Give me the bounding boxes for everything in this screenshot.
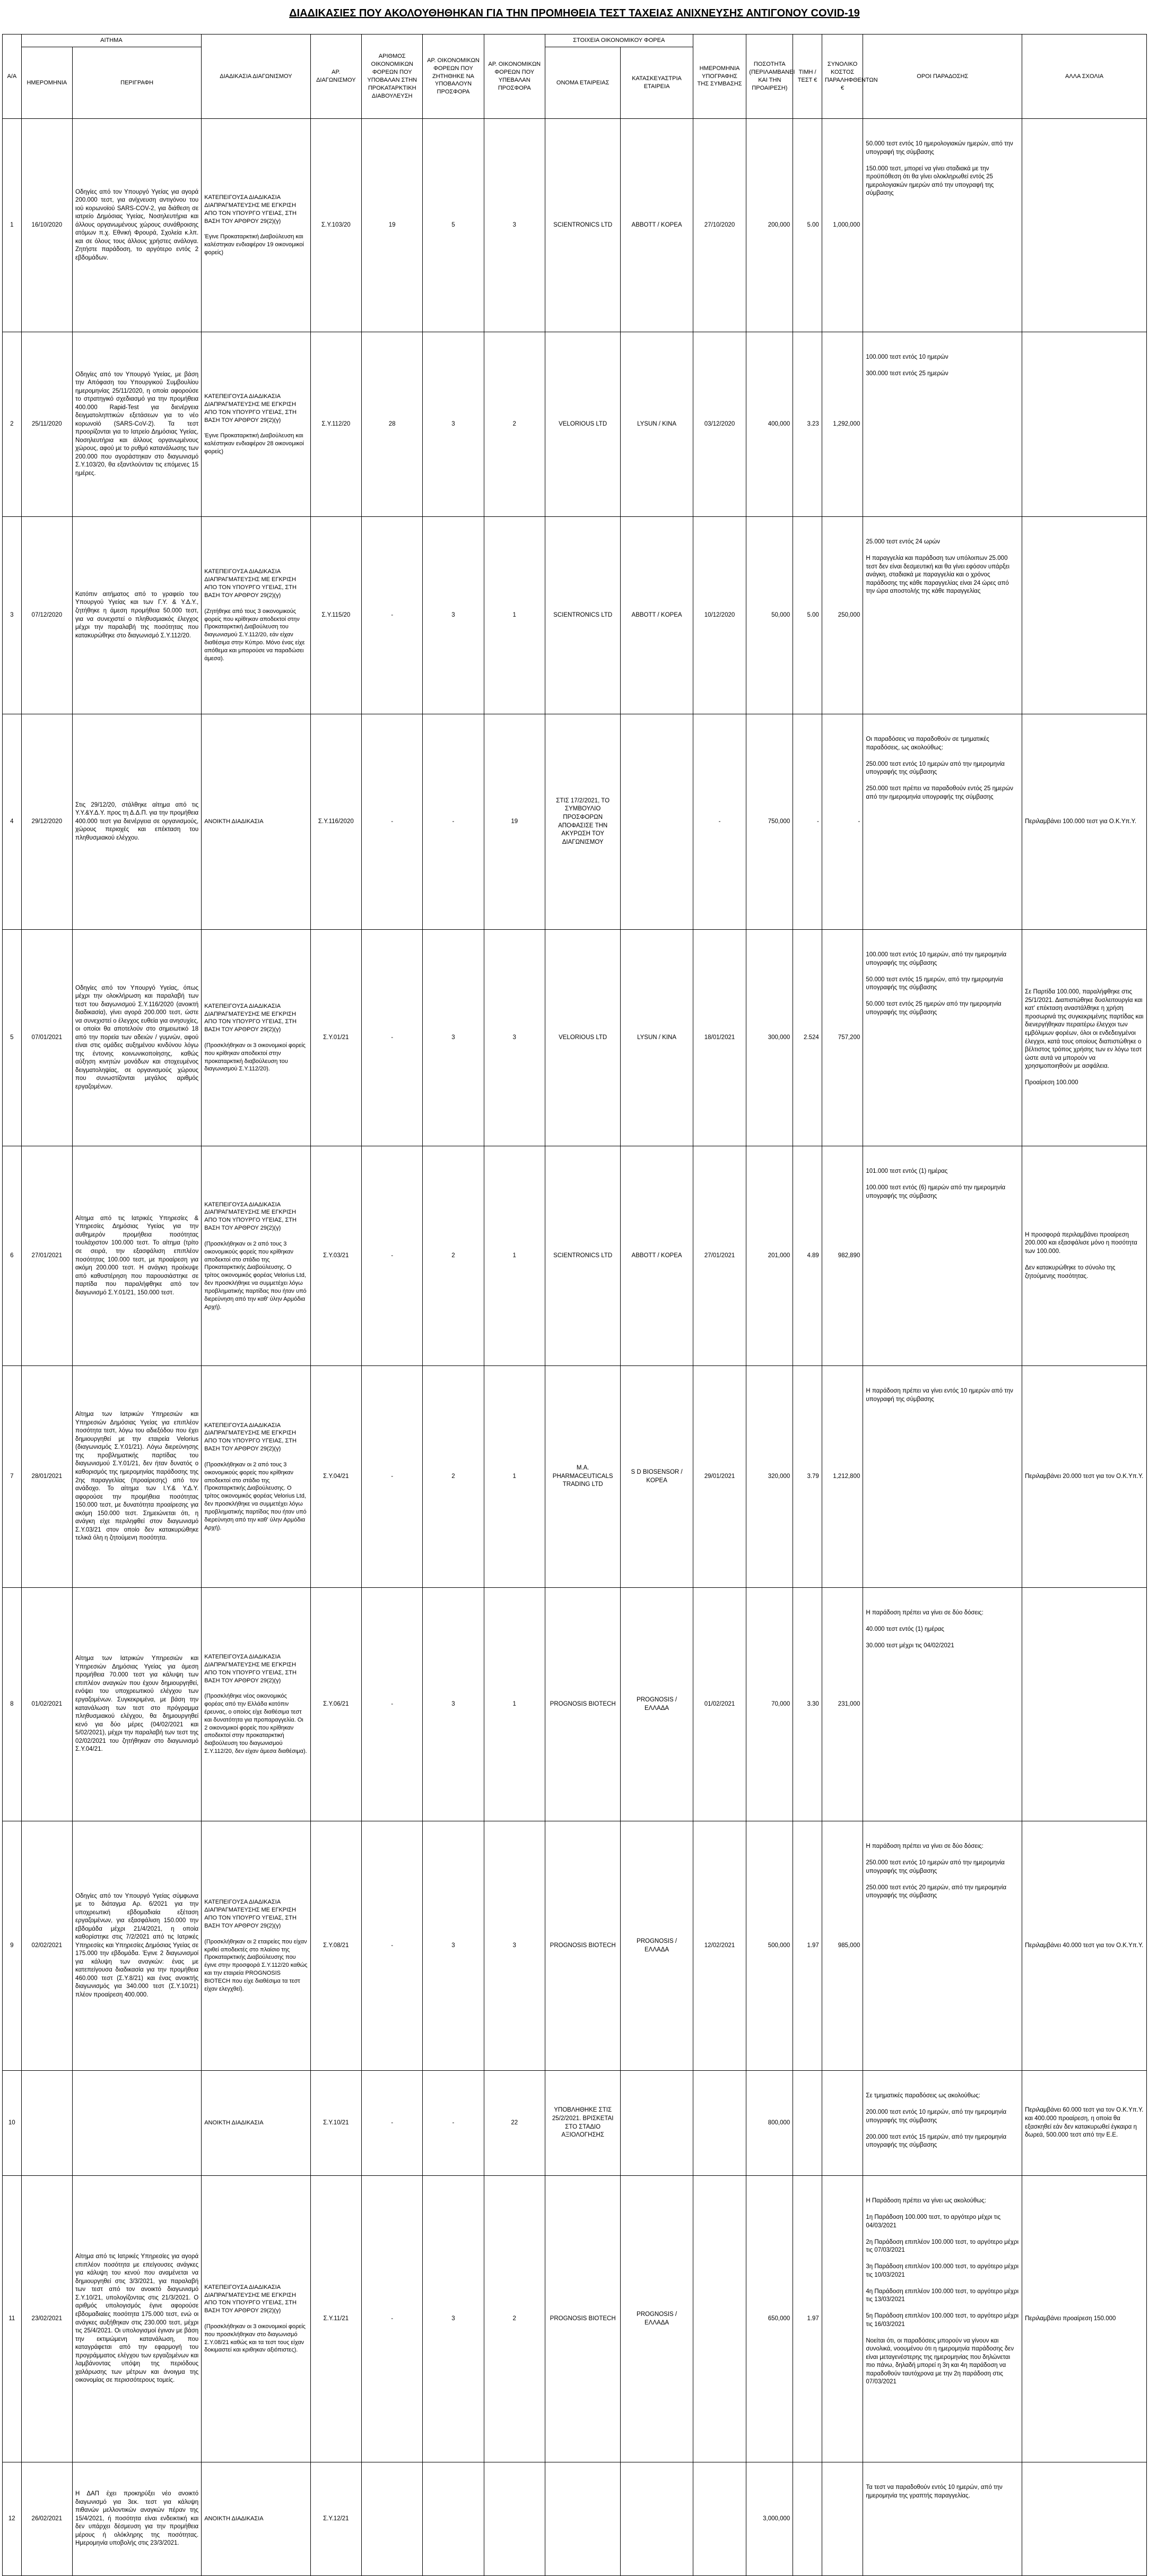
row-manufacturer: PROGNOSIS / ΕΛΛΑΔΑ [621,1821,693,2071]
row-company: PROGNOSIS BIOTECH [545,1588,621,1821]
row-requested-count: 3 [423,1588,484,1821]
table-row [3,2176,1147,2462]
row-requested-count [423,2462,484,2576]
table-row [3,2071,1147,2176]
row-total: 982,890 [822,1146,863,1366]
row-sign-date [693,2462,746,2576]
row-date: 07/12/2020 [21,517,72,714]
row-procedure: ΚΑΤΕΠΕΙΓΟΥΣΑ ΔΙΑΔΙΚΑΣΙΑ ΔΙΑΠΡΑΓΜΑΤΕΥΣΗΣ ΜΕ ΕΓΚΡΙΣΗ ΑΠΟ ΤΟΝ ΥΠΟΥΡΓΟ ΥΓΕΙΑΣ, ΣΤΗ ΒΑΣΗ ΤΟΥ ΑΡΘΡΟΥ 29(2)(γ) (Προσκλήθηκαν οι 2 από τους 3 οικονομικούς φορείς που κρίθηκαν αποδεκτοί στο στάδιο της Προκαταρκτικής Διαβούλευσης. Ο τρίτος οικονομικός φορέας Velorius Ltd, δεν προσκλήθηκε να συμμετέχει λόγω προβληματικής παρτίδας που ήταν υπό διερεύνηση από την καθ' ύλην Αρμόδια Αρχή). [202,1146,310,1366]
row-total: 231,000 [822,1588,863,1821]
row-submitted-count [484,2462,545,2576]
row-date: 27/01/2021 [21,1146,72,1366]
row-price: 3.30 [793,1588,822,1821]
row-description: Οδηγίες από τον Υπουργό Υγείας, όπως μέχρι την ολοκλήρωση και παραλαβή των τεστ του διαγωνισμού Σ.Υ.116/2020 (ανοικτή διαδικασία), γίνει αγορά 200.000 τεστ, ώστε να συνεχιστεί ο έλεγχος ευθεία για ανησυχίες, οι οποίοι θα αποτελούν στο σημειωτικό 18 από την πορεία των αδειών / γυμνών, αφού είναι στις ομάδες αυξημένου κινδύνου λόγω της έντονης κοινωνικοποίησης, καθώς αύξηση κινητών μονάδων και στοχευμένος δειγματοληψίας, σε οργανισμούς χώρους που συνωστίζονται μεγάλος αριθμός εργαζομένων. [73,930,202,1146]
row-delivery-terms: Οι παραδόσεις να παραδοθούν σε τμηματικές παραδόσεις, ως ακολούθως: 250.000 τεστ εντός 10 ημερών από την ημερομηνία υπογραφής της σύμβασης 250.000 τεστ πρέπει να παραδοθούν εντός 25 ημερών από την ημερομηνία υπογραφής της σύμβασης [863,714,1022,930]
row-requested-count: 5 [423,119,484,332]
row-date: 25/11/2020 [21,332,72,517]
row-quantity: 750,000 [746,714,793,930]
row-company: ΣΤΙΣ 17/2/2021, ΤΟ ΣΥΜΒΟΥΛΙΟ ΠΡΟΣΦΟΡΩΝ ΑΠΟΦΑΣΙΣΕ ΤΗΝ ΑΚΥΡΩΣΗ ΤΟΥ ΔΙΑΓΩΝΙΣΜΟΥ [545,714,621,930]
row-date: 29/12/2020 [21,714,72,930]
row-sign-date: 01/02/2021 [693,1588,746,1821]
row-description: Η ΔΑΠ έχει προκηρύξει νέο ανοικτό διαγωνισμό για 3εκ. τεστ για κάλυψη πιθανών μελλοντικών αναγκών πέραν της 15/4/2021, ή ποσότητα είναι ενδεικτική και δεν υπάρχει δέσμευση για την προμήθεια μέρους ή ολόκληρης της ποσότητας. Ημερομηνία υποβολής στις 23/3/2021. [73,2462,202,2576]
row-submitted-count: 3 [484,930,545,1146]
row-company: SCIENTRONICS LTD [545,1146,621,1366]
row-notes [1022,517,1147,714]
row-notes: Η προσφορά περιλαμβάνει προαίρεση 200.000 και εξασφάλισε μόνο η ποσότητα των 100.000. Δεν κατακυρώθηκε το σύνολο της ζητούμενης ποσότητας. [1022,1146,1147,1366]
row-quantity: 201,000 [746,1146,793,1366]
row-notes: Περιλαμβάνει 100.000 τεστ για Ο.Κ.Υπ.Υ. [1022,714,1147,930]
row-number: 1 [3,119,22,332]
row-delivery-terms: Η παράδοση πρέπει να γίνει σε δύο δόσεις: 40.000 τεστ εντός (1) ημέρας 30.000 τεστ μέχρι τις 04/02/2021 [863,1588,1022,1821]
row-invited-count: 28 [362,332,423,517]
row-procedure: ΚΑΤΕΠΕΙΓΟΥΣΑ ΔΙΑΔΙΚΑΣΙΑ ΔΙΑΠΡΑΓΜΑΤΕΥΣΗΣ ΜΕ ΕΓΚΡΙΣΗ ΑΠΟ ΤΟΝ ΥΠΟΥΡΓΟ ΥΓΕΙΑΣ, ΣΤΗ ΒΑΣΗ ΤΟΥ ΑΡΘΡΟΥ 29(2)(γ) (Προσκλήθηκαν οι 3 οικονομικοί φορείς που κρίθηκαν αποδεκτοί στην προκαταρκτική διαβούλευση του διαγωνισμού Σ.Υ.112/20). [202,930,310,1146]
row-delivery-terms: 50.000 τεστ εντός 10 ημερολογιακών ημερών, από την υπογραφή της σύμβασης 150.000 τεστ, μπορεί να γίνει σταδιακά με την προϋπόθεση ότι θα γίνει ολοκληρωθεί εντός 25 ημερολογιακών ημερών από την υπογραφή της σύμβασης [863,119,1022,332]
row-date: 26/02/2021 [21,2462,72,2576]
row-quantity: 400,000 [746,332,793,517]
header-tender-no: ΑΡ. ΔΙΑΓΩΝΙΣΜΟΥ [310,34,361,119]
row-invited-count [362,2462,423,2576]
row-tender-no: Σ.Υ.08/21 [310,1821,361,2071]
row-procedure: ΑΝΟΙΚΤΗ ΔΙΑΔΙΚΑΣΙΑ [202,2071,310,2176]
row-manufacturer [621,714,693,930]
row-total [822,2071,863,2176]
row-requested-count: 3 [423,930,484,1146]
row-notes: Σε Παρτίδα 100.000, παραλήφθηκε στις 25/1/2021. Διαπιστώθηκε δυσλειτουργία και κατ' επέκταση αναστάλθηκε η χρήση προσωρινά της συγκεκριμένης παρτίδας και διενεργήθηκαν περαιτέρω έλεγχοι των εμβόλιμων φορέων, όλοι οι ενδεδειγμένοι έλεγχοι, κατά τους οποίους διαπιστώθηκε ο βέλτιστος τρόπος χρήσης των εν λόγω τεστ ώστε αυτά να μπορούν να χρησιμοποιηθούν με ασφάλεια. Προαίρεση 100.000 [1022,930,1147,1146]
table-row [3,930,1147,1146]
table-row [3,1366,1147,1588]
row-description: Αίτημα των Ιατρικών Υπηρεσιών και Υπηρεσιών Δημόσιας Υγείας για επιπλέον ποσότητα τεστ, λόγω του αδιεξόδου που έχει δημιουργηθεί με την εταιρεία Velorius (διαγωνισμός Σ.Υ.01/21). Λόγω διερεύνησης της προβληματικής παρτίδας του διαγωνισμού Σ.Υ.01/21, δεν ήταν δυνατός ο καθορισμός της ημερομηνίας παράδοσης της 2ης παραγγελίας (προαίρεσης) από τον ανάδοχο. Το αίτημα των Ι.Υ.& Υ.Δ.Υ. αφορούσε την προμήθεια ποσότητας 150.000 τεστ, με δυνατότητα προαίρεσης για ακόμη 150.000 τεστ. Σημειώνεται ότι, η ανάγκη είχε περιληφθεί στον διαγωνισμό Σ.Υ.03/21 στον οποίο δεν κατακυρώθηκε τελικά όλη η ζητούμενη ποσότητα. [73,1366,202,1588]
row-description: Αίτημα από τις Ιατρικές Υπηρεσίες & Υπηρεσίες Δημόσιας Υγείας για την αυθημερόν προμήθεια ποσότητας τουλάχιστον 100.000 τεστ. Το αίτημα (τρίτο σε σειρά, την εξασφάλιση επιπλέον ποσότητας 100.000 τεστ, με προαίρεση για ακόμη 200.000 τεστ. Η ανάγκη προέκυψε από καθυστέρηση που παρουσιάστηκε σε παρτίδα που παραλήφθηκε από τον διαγωνισμό Σ.Υ.01/21, 150.000 τεστ. [73,1146,202,1366]
row-invited-count: - [362,1588,423,1821]
row-price: 1.97 [793,1821,822,2071]
row-delivery-terms: Σε τμηματικές παραδόσεις ως ακολούθως: 200.000 τεστ εντός 10 ημερών, από την ημερομηνία υπογραφής της σύμβασης 200.000 τεστ εντός 15 ημερών, από την ημερομηνία υπογραφής της σύμβασης [863,2071,1022,2176]
row-requested-count: 3 [423,1821,484,2071]
row-company: PROGNOSIS BIOTECH [545,1821,621,2071]
header-notes: ΑΛΛΑ ΣΧΟΛΙΑ [1022,34,1147,119]
row-price: 5.00 [793,517,822,714]
row-total: 1,000,000 [822,119,863,332]
row-total: 250,000 [822,517,863,714]
row-description: Κατόπιν αιτήματος από το γραφείο του Υπουργού Υγείας και των Γ.Υ. & Υ.Δ.Υ., ζητήθηκε η άμεση προμήθεια 50.000 τεστ, για να συνεχιστεί ο πληθυσμιακός έλεγχος μέχρι την παραλαβή της ποσότητας που κατακυρώθηκε στο διαγωνισμό Σ.Υ.112/20. [73,517,202,714]
row-manufacturer: ABBOTT / KOPEA [621,517,693,714]
row-description: Αίτημα των Ιατρικών Υπηρεσιών και Υπηρεσιών Δημόσιας Υγείας για άμεση προμήθεια 70.000 τεστ για κάλυψη των επιπλέον αναγκών που έχουν δημιουργηθεί, ενόψει του υποχρεωτικού ελέγχου των εργαζομένων. Συγκεκριμένα, με βάση την κατανάλωση των τεστ στο πρόγραμμα πληθυσμιακού ελέγχου, θα δημιουργηθεί κενό για δύο μέρες (04/02/2021 και 5/02/2021), μέχρι την παραλαβή των τεστ της 02/02/2021 του ζητήθηκαν στο διαγωνισμό Σ.Υ.04/21. [73,1588,202,1821]
row-manufacturer: LYSUN / KINA [621,332,693,517]
row-manufacturer [621,2462,693,2576]
row-company: M.A. PHARMACEUTICALS TRADING LTD [545,1366,621,1588]
row-date: 23/02/2021 [21,2176,72,2462]
row-price [793,2462,822,2576]
row-notes [1022,119,1147,332]
row-procedure: ΑΝΟΙΚΤΗ ΔΙΑΔΙΚΑΣΙΑ [202,2462,310,2576]
row-requested-count: 3 [423,2176,484,2462]
row-number: 10 [3,2071,22,2176]
row-submitted-count: 3 [484,119,545,332]
row-submitted-count: 1 [484,1146,545,1366]
table-row [3,1588,1147,1821]
row-procedure: ΚΑΤΕΠΕΙΓΟΥΣΑ ΔΙΑΔΙΚΑΣΙΑ ΔΙΑΠΡΑΓΜΑΤΕΥΣΗΣ ΜΕ ΕΓΚΡΙΣΗ ΑΠΟ ΤΟΝ ΥΠΟΥΡΓΟ ΥΓΕΙΑΣ, ΣΤΗ ΒΑΣΗ ΤΟΥ ΑΡΘΡΟΥ 29(2)(γ) (Προσκλήθηκαν οι 3 οικονομικοί φορείς που προσκλήθηκαν στο διαγωνισμό Σ.Υ.08/21 καθώς και τα τεστ τους είχαν δοκιμαστεί και κριθηκαν αξιόπιστες). [202,2176,310,2462]
row-notes: Περιλαμβάνει 60.000 τεστ για τον Ο.Κ.Υπ.Υ. και 400.000 προαίρεση, η οποία θα εξασκηθεί εάν δεν κατακυρωθεί έγκαιρα η δωρεά, 500.000 τεστ από την Ε.Ε. [1022,2071,1147,2176]
row-procedure: ΑΝΟΙΚΤΗ ΔΙΑΔΙΚΑΣΙΑ [202,714,310,930]
row-total: 1,292,000 [822,332,863,517]
row-number: 8 [3,1588,22,1821]
row-delivery-terms: Τα τεστ να παραδοθούν εντός 10 ημερών, από την ημερομηνία της γραπτής παραγγελίας. [863,2462,1022,2576]
header-submitted: ΑΡ. ΟΙΚΟΝΟΜΙΚΩΝ ΦΟΡΕΩΝ ΠΟΥ ΥΠΕΒΑΛΑΝ ΠΡΟΣΦΟΡΑ [484,34,545,119]
table-row [3,119,1147,332]
row-quantity: 300,000 [746,930,793,1146]
row-date: 16/10/2020 [21,119,72,332]
row-total: 985,000 [822,1821,863,2071]
header-manufacturer: ΚΑΤΑΣΚΕΥΑΣΤΡΙΑ ΕΤΑΙΡΕΙΑ [621,47,693,118]
row-procedure: ΚΑΤΕΠΕΙΓΟΥΣΑ ΔΙΑΔΙΚΑΣΙΑ ΔΙΑΠΡΑΓΜΑΤΕΥΣΗΣ ΜΕ ΕΓΚΡΙΣΗ ΑΠΟ ΤΟΝ ΥΠΟΥΡΓΟ ΥΓΕΙΑΣ, ΣΤΗ ΒΑΣΗ ΤΟΥ ΑΡΘΡΟΥ 29(2)(γ) (Προσκλήθηκαν οι 2 εταιρείες που είχαν κριθεί αποδεκτές στο πλαίσιο της Προκαταρκτικής Διαβούλευσης που έγινε στην προσφορά Σ.Υ.112/20 καθώς και την εταιρεία PROGNOSIS BIOTECH που είχε διαθέσιμα τα τεστ είχαν ελεγχθεί). [202,1821,310,2071]
row-invited-count: - [362,2176,423,2462]
row-number: 4 [3,714,22,930]
row-company: VELORIOUS LTD [545,930,621,1146]
row-company [545,2462,621,2576]
row-company: VELORIOUS LTD [545,332,621,517]
row-sign-date: 03/12/2020 [693,332,746,517]
row-tender-no: Σ.Υ.11/21 [310,2176,361,2462]
row-manufacturer: ABBOTT / KOPEA [621,1146,693,1366]
row-price: 2.524 [793,930,822,1146]
row-quantity: 500,000 [746,1821,793,2071]
row-price: 5.00 [793,119,822,332]
table-row [3,1146,1147,1366]
row-sign-date: 10/12/2020 [693,517,746,714]
row-tender-no: Σ.Υ.116/2020 [310,714,361,930]
row-sign-date: 29/01/2021 [693,1366,746,1588]
table-body [3,119,1147,2576]
row-invited-count: - [362,1821,423,2071]
row-date: 07/01/2021 [21,930,72,1146]
row-sign-date [693,2071,746,2176]
header-date: ΗΜΕΡΟΜΗΝΙΑ [21,47,72,118]
row-submitted-count: 1 [484,1366,545,1588]
row-notes [1022,332,1147,517]
row-requested-count: 3 [423,517,484,714]
row-tender-no: Σ.Υ.115/20 [310,517,361,714]
header-description: ΠΕΡΙΓΡΑΦΗ [73,47,202,118]
row-price: - [793,714,822,930]
header-procedure: ΔΙΑΔΙΚΑΣΙΑ ΔΙΑΓΩΝΙΣΜΟΥ [202,34,310,119]
row-submitted-count: 22 [484,2071,545,2176]
row-invited-count: - [362,2071,423,2176]
row-number: 5 [3,930,22,1146]
row-delivery-terms: Η παράδοση πρέπει να γίνει εντός 10 ημερών από την υπογραφή της σύμβασης [863,1366,1022,1588]
row-number: 11 [3,2176,22,2462]
row-date [21,2071,72,2176]
table-row [3,2462,1147,2576]
procurement-table [2,34,1147,2576]
row-notes [1022,1588,1147,1821]
row-description [73,2071,202,2176]
row-tender-no: Σ.Υ.03/21 [310,1146,361,1366]
row-manufacturer: S D BIOSENSOR / KOPEA [621,1366,693,1588]
row-invited-count: - [362,930,423,1146]
row-notes [1022,2462,1147,2576]
row-price: 4.89 [793,1146,822,1366]
row-number: 6 [3,1146,22,1366]
row-submitted-count: 1 [484,1588,545,1821]
row-quantity: 3,000,000 [746,2462,793,2576]
row-price: 1.97 [793,2176,822,2462]
header-invited: ΑΡΙΘΜΟΣ ΟΙΚΟΝΟΜΙΚΩΝ ΦΟΡΕΩΝ ΠΟΥ ΥΠΟΒΑΛΑΝ ΣΤΗΝ ΠΡΟΚΑΤΑΡΚΤΙΚΗ ΔΙΑΒΟΥΛΕΥΣΗ [362,34,423,119]
row-company: SCIENTRONICS LTD [545,517,621,714]
row-delivery-terms: Η Παράδοση πρέπει να γίνει ως ακολούθως: 1η Παράδοση 100.000 τεστ, το αργότερο μέχρι τις 04/03/2021 2η Παράδοση επιπλέον 100.000 τεστ, το αργότερο μέχρι τις 07/03/2021 3η Παράδοση επιπλέον 100.000 τεστ, το αργότερο μέχρι τις 10/03/2021 4η Παράδοση επιπλέον 100.000 τεστ, το αργότερο μέχρι τις 13/03/2021 5η Παράδοση επιπλέον 100.000 τεστ, το αργότερο μέχρι τις 16/03/2021 Νοείται ότι, οι παραδόσεις μπορούν να γίνουν και συνολικά, νοουμένου ότι η ημερομηνία παράδοσης δεν είναι μεταγενέστερης της ημερομηνίας που δηλώνεται πιο πάνω, δηλαδή μπορεί η 3η και 4η παράδοση να παραδοθούν ταυτόχρονα με την 2η παράδοση στις 07/03/2021 [863,2176,1022,2462]
row-notes: Περιλαμβάνει προαίρεση 150.000 [1022,2176,1147,2462]
row-total: - [822,714,863,930]
row-company: SCIENTRONICS LTD [545,119,621,332]
row-description: Οδηγίες από τον Υπουργό Υγείας, με βάση την Απόφαση του Υπουργικού Συμβουλίου ημερομηνίας 25/11/2020, η οποία αφορούσε το στρατηγικό σχεδιασμό για την προμήθεια 400.000 Rapid-Test για διενέργεια δειγματοληπτικών εξετάσεων για το νέο κορωνοϊό (SARS-CoV-2). Τα τεστ προορίζονται για το Ιατρείο Δημόσιας Υγείας, Νοσηλευτήρια και άλλους οργανωμένους χώρους, αφού με το ρυθμό κατανάλωσης των 200.000 που αγοράστηκαν στο διαγωνισμό Σ.Υ.103/20, θα εξαντλούνταν τις επόμενες 15 ημέρες. [73,332,202,517]
row-manufacturer: LYSUN / KINA [621,930,693,1146]
row-sign-date: 12/02/2021 [693,1821,746,2071]
row-invited-count: - [362,517,423,714]
row-company: ΥΠΟΒΛΗΘΗΚΕ ΣΤΙΣ 25/2/2021. ΒΡΙΣΚΕΤΑΙ ΣΤΟ ΣΤΑΔΙΟ ΑΞΙΟΛΟΓΗΣΗΣ [545,2071,621,2176]
row-invited-count: - [362,1146,423,1366]
row-number: 12 [3,2462,22,2576]
row-delivery-terms: 100.000 τεστ εντός 10 ημερών 300.000 τεστ εντός 25 ημερών [863,332,1022,517]
table-row [3,714,1147,930]
header-requested: ΑΡ. ΟΙΚΟΝΟΜΙΚΩΝ ΦΟΡΕΩΝ ΠΟΥ ΖΗΤΗΘΗΚΕ ΝΑ ΥΠΟΒΑΛΟΥΝ ΠΡΟΣΦΟΡΑ [423,34,484,119]
table-row [3,517,1147,714]
row-number: 9 [3,1821,22,2071]
table-row [3,332,1147,517]
row-invited-count: - [362,1366,423,1588]
row-submitted-count: 2 [484,2176,545,2462]
row-description: Οδηγίες από τον Υπουργό Υγείας για αγορά 200.000 τεστ, για ανίχνευση αντιγόνου του ιού κορωνοϊού SARS-COV-2, για διάθεση σε ιατρείο Δημόσιας Υγείας, Νοσηλευτήρια και άλλους οργανωμένους χώρους συνάθροισης ατόμων π.χ. Εθνική Φρουρά, Σχολεία κ.λπ. και σε όλους τους άλλους χρήστες ανάλογα. Ζητήστε παράδοση, το αργότερο εντός 2 εβδομάδων. [73,119,202,332]
row-tender-no: Σ.Υ.112/20 [310,332,361,517]
row-invited-count: - [362,714,423,930]
header-group-request: ΑΙΤΗΜΑ [21,34,202,47]
row-tender-no: Σ.Υ.04/21 [310,1366,361,1588]
row-requested-count: 2 [423,1366,484,1588]
header-total: ΣΥΝΟΛΙΚΟ ΚΟΣΤΟΣ ΠΑΡΑΛΗΦΘΕΝΤΩΝ € [822,34,863,119]
row-procedure: ΚΑΤΕΠΕΙΓΟΥΣΑ ΔΙΑΔΙΚΑΣΙΑ ΔΙΑΠΡΑΓΜΑΤΕΥΣΗΣ ΜΕ ΕΓΚΡΙΣΗ ΑΠΟ ΤΟΝ ΥΠΟΥΡΓΟ ΥΓΕΙΑΣ, ΣΤΗ ΒΑΣΗ ΤΟΥ ΑΡΘΡΟΥ 29(2)(γ) (Ζητήθηκε από τους 3 οικονομικούς φορείς που κρίθηκαν αποδεκτοί στην Προκαταρκτική Διαβούλευση του διαγωνισμού Σ.Υ.112/20, εάν είχαν διαθέσιμα στην Κύπρο. Μόνο ένας είχε απόθεμα και μπορούσε να παραδώσει άμεσα). [202,517,310,714]
row-sign-date: 27/01/2021 [693,1146,746,1366]
row-tender-no: Σ.Υ.01/21 [310,930,361,1146]
row-requested-count: 2 [423,1146,484,1366]
row-sign-date: 27/10/2020 [693,119,746,332]
row-sign-date: - [693,714,746,930]
row-quantity: 200,000 [746,119,793,332]
row-tender-no: Σ.Υ.06/21 [310,1588,361,1821]
row-number: 7 [3,1366,22,1588]
row-total [822,2176,863,2462]
row-price [793,2071,822,2176]
row-requested-count: 3 [423,332,484,517]
header-company: ΟΝΟΜΑ ΕΤΑΙΡΕΙΑΣ [545,47,621,118]
row-quantity: 50,000 [746,517,793,714]
row-date: 02/02/2021 [21,1821,72,2071]
row-delivery-terms: 101.000 τεστ εντός (1) ημέρας 100.000 τεστ εντός (6) ημερών από την ημερομηνία υπογραφής της σύμβασης [863,1146,1022,1366]
header-price: ΤΙΜΗ / ΤΕΣΤ € [793,34,822,119]
row-description: Οδηγίες από τον Υπουργό Υγείας σύμφωνα με το διάταγμα Αρ. 6/2021 για την υποχρεωτική εβδομαδιαία εξέταση εργαζομένων, για εξασφάλιση 150.000 την εβδομάδα μέχρι 21/4/2021, η οποία καθορίστηκε στις 7/2/2021 από τις Ιατρικές Υπηρεσίες και Υπηρεσίες Δημόσιας Υγείας σε 175.000 την εβδομάδα. Έγινε 2 διαγωνισμοί για κάλυψη των αναγκών: ένας με κατεπείγουσα διαδικασία για την προμήθεια 460.000 τεστ (Σ.Υ.8/21) και ένας ανοικτής διαγωνισμός για 340.000 τεστ (Σ.Υ.10/21) πλέον προαίρεση 400.000. [73,1821,202,2071]
row-total: 757,200 [822,930,863,1146]
row-manufacturer: PROGNOSIS / ΕΛΛΑΔΑ [621,2176,693,2462]
row-procedure: ΚΑΤΕΠΕΙΓΟΥΣΑ ΔΙΑΔΙΚΑΣΙΑ ΔΙΑΠΡΑΓΜΑΤΕΥΣΗΣ ΜΕ ΕΓΚΡΙΣΗ ΑΠΟ ΤΟΝ ΥΠΟΥΡΓΟ ΥΓΕΙΑΣ, ΣΤΗ ΒΑΣΗ ΤΟΥ ΑΡΘΡΟΥ 29(2)(γ) Έγινε Προκαταρκτική Διαβούλευση και καλέστηκαν ενδιαφέρον 28 οικονομικοί φορείς) [202,332,310,517]
row-tender-no: Σ.Υ.12/21 [310,2462,361,2576]
row-quantity: 800,000 [746,2071,793,2176]
row-quantity: 650,000 [746,2176,793,2462]
row-notes: Περιλαμβάνει 40.000 τεστ για τον Ο.Κ.Υπ.Υ. [1022,1821,1147,2071]
row-tender-no: Σ.Υ.103/20 [310,119,361,332]
row-price: 3.79 [793,1366,822,1588]
row-manufacturer [621,2071,693,2176]
table-row [3,1821,1147,2071]
row-invited-count: 19 [362,119,423,332]
row-procedure: ΚΑΤΕΠΕΙΓΟΥΣΑ ΔΙΑΔΙΚΑΣΙΑ ΔΙΑΠΡΑΓΜΑΤΕΥΣΗΣ ΜΕ ΕΓΚΡΙΣΗ ΑΠΟ ΤΟΝ ΥΠΟΥΡΓΟ ΥΓΕΙΑΣ, ΣΤΗ ΒΑΣΗ ΤΟΥ ΑΡΘΡΟΥ 29(2)(γ) Έγινε Προκαταρκτική Διαβούλευση και καλέστηκαν ενδιαφέρον 19 οικονομικοί φορείς) [202,119,310,332]
row-description: Αίτημα από τις Ιατρικές Υπηρεσίες για αγορά επιπλέον ποσότητα με επείγουσες ανάγκες για κάλυψη του κενού που αναμένεται να δημιουργηθεί στις 3/3/2021, για παραλαβή των τεστ από τον ανοικτό διαγωνισμό Σ.Υ.10/21, υπολογίζοντας στις 21/3/2021. Ο αριθμός υπολογισμός έγινε αφορούσε εβδομαδιαίες ποσότητα 175.000 τεστ, ενώ οι ανάγκες αυξήθηκαν στις 230.000 τεστ, μέχρι τις 25/4/2021. Οι υπολογισμοί έγιναν με βάση την εκτιμώμενη κατανάλωση, που καταγράφεται από την εφαρμογή του προγράμματος ελέγχου των εργαζομένων και λαμβάνοντας υπόψη της περιόδους χαλάρωσης των μέτρων και άνοιγμα της οικονομίας σε περισσότερους τομείς. [73,2176,202,2462]
row-sign-date [693,2176,746,2462]
row-delivery-terms: 100.000 τεστ εντός 10 ημερών, από την ημερομηνία υπογραφής της σύμβασης 50.000 τεστ εντός 15 ημερών, από την ημερομηνία υπογραφής της σύμβασης 50.000 τεστ εντός 25 ημερών από την ημερομηνία υπογραφής της σύμβασης [863,930,1022,1146]
row-submitted-count: 19 [484,714,545,930]
row-submitted-count: 3 [484,1821,545,2071]
row-number: 2 [3,332,22,517]
row-quantity: 320,000 [746,1366,793,1588]
page-title: ΔΙΑΔΙΚΑΣΙΕΣ ΠΟΥ ΑΚΟΛΟΥΘΗΘΗΚΑΝ ΓΙΑ ΤΗΝ ΠΡΟΜΗΘΕΙΑ ΤΕΣΤ ΤΑΧΕΙΑΣ ΑΝΙΧΝΕΥΣΗΣ ΑΝΤΙΓΟΝΟΥ COVID-19 [289,7,860,19]
header-sign-date: ΗΜΕΡΟΜΗΝΙΑ ΥΠΟΓΡΑΦΗΣ ΤΗΣ ΣΥΜΒΑΣΗΣ [693,34,746,119]
row-date: 28/01/2021 [21,1366,72,1588]
row-procedure: ΚΑΤΕΠΕΙΓΟΥΣΑ ΔΙΑΔΙΚΑΣΙΑ ΔΙΑΠΡΑΓΜΑΤΕΥΣΗΣ ΜΕ ΕΓΚΡΙΣΗ ΑΠΟ ΤΟΝ ΥΠΟΥΡΓΟ ΥΓΕΙΑΣ, ΣΤΗ ΒΑΣΗ ΤΟΥ ΑΡΘΡΟΥ 29(2)(γ) (Προσκλήθηκαν οι 2 από τους 3 οικονομικούς φορείς που κρίθηκαν αποδεκτοί στο στάδιο της Προκαταρκτικής Διαβούλευσης. Ο τρίτος οικονομικός φορέας Velorius Ltd, δεν προσκλήθηκε να συμμετέχει λόγω προβληματικής παρτίδας που ήταν υπό διερεύνηση από την καθ' ύλην Αρμόδια Αρχή). [202,1366,310,1588]
header-group-supplier: ΣΤΟΙΧΕΙΑ ΟΙΚΟΝΟΜΙΚΟΥ ΦΟΡΕΑ [545,34,693,47]
row-quantity: 70,000 [746,1588,793,1821]
header-no: Α/Α [3,34,22,119]
row-tender-no: Σ.Υ.10/21 [310,2071,361,2176]
row-requested-count: - [423,714,484,930]
header-quantity: ΠΟΣΟΤΗΤΑ (ΠΕΡΙΛΑΜΒΑΝΕΙ ΚΑΙ ΤΗΝ ΠΡΟΑΙΡΕΣΗ) [746,34,793,119]
row-total: 1,212,800 [822,1366,863,1588]
row-submitted-count: 2 [484,332,545,517]
header-delivery: ΟΡΟΙ ΠΑΡΑΔΟΣΗΣ [863,34,1022,119]
row-procedure: ΚΑΤΕΠΕΙΓΟΥΣΑ ΔΙΑΔΙΚΑΣΙΑ ΔΙΑΠΡΑΓΜΑΤΕΥΣΗΣ ΜΕ ΕΓΚΡΙΣΗ ΑΠΟ ΤΟΝ ΥΠΟΥΡΓΟ ΥΓΕΙΑΣ, ΣΤΗ ΒΑΣΗ ΤΟΥ ΑΡΘΡΟΥ 29(2)(γ) (Προσκλήθηκε νέος οικονομικός φορέας από την Ελλάδα κατόπιν έρευνας, ο οποίος είχε διαθέσιμα τεστ και δυνατότητα για προπαραγγελία. Οι 2 οικονομικοί φορείς που κρίθηκαν αποδεκτοί στην προκαταρκτική διαβούλευση του διαγωνισμού Σ.Υ.112/20, δεν είχαν άμεσα διαθέσιμα). [202,1588,310,1821]
row-date: 01/02/2021 [21,1588,72,1821]
row-number: 3 [3,517,22,714]
row-company: PROGNOSIS BIOTECH [545,2176,621,2462]
row-submitted-count: 1 [484,517,545,714]
row-manufacturer: ABBOTT / KOPEA [621,119,693,332]
row-price: 3.23 [793,332,822,517]
row-manufacturer: PROGNOSIS / ΕΛΛΑΔΑ [621,1588,693,1821]
row-delivery-terms: Η παράδοση πρέπει να γίνει σε δύο δόσεις: 250.000 τεστ εντός 10 ημερών από την ημερομηνία υπογραφής της σύμβασης 250.000 τεστ εντός 20 ημερών, από την ημερομηνία υπογραφής της σύμβασης [863,1821,1022,2071]
row-total [822,2462,863,2576]
row-delivery-terms: 25.000 τεστ εντός 24 ωρών Η παραγγελία και παράδοση των υπόλοιπων 25.000 τεστ δεν είναι δεσμευτική και θα γίνει εφόσον υπάρξει ανάγκη, σταδιακά με παραγγελία και ο χρόνος παράδοσης της κάθε παραγγελίας είναι 24 ώρες από την ώρα αποστολής της κάθε παραγγελίας [863,517,1022,714]
row-description: Στις 29/12/20, στάλθηκε αίτημα από τις Υ.Υ.&Υ.Δ.Υ. προς τη Δ.Δ.Π. για την προμήθεια 400.000 τεστ για διενέργεια σε οργανισμούς, χώρους περιοχές και επέκταση του πληθυσμιακού ελέγχου. [73,714,202,930]
row-requested-count: - [423,2071,484,2176]
row-notes: Περιλαμβάνει 20.000 τεστ για τον Ο.Κ.Υπ.Υ. [1022,1366,1147,1588]
row-sign-date: 18/01/2021 [693,930,746,1146]
